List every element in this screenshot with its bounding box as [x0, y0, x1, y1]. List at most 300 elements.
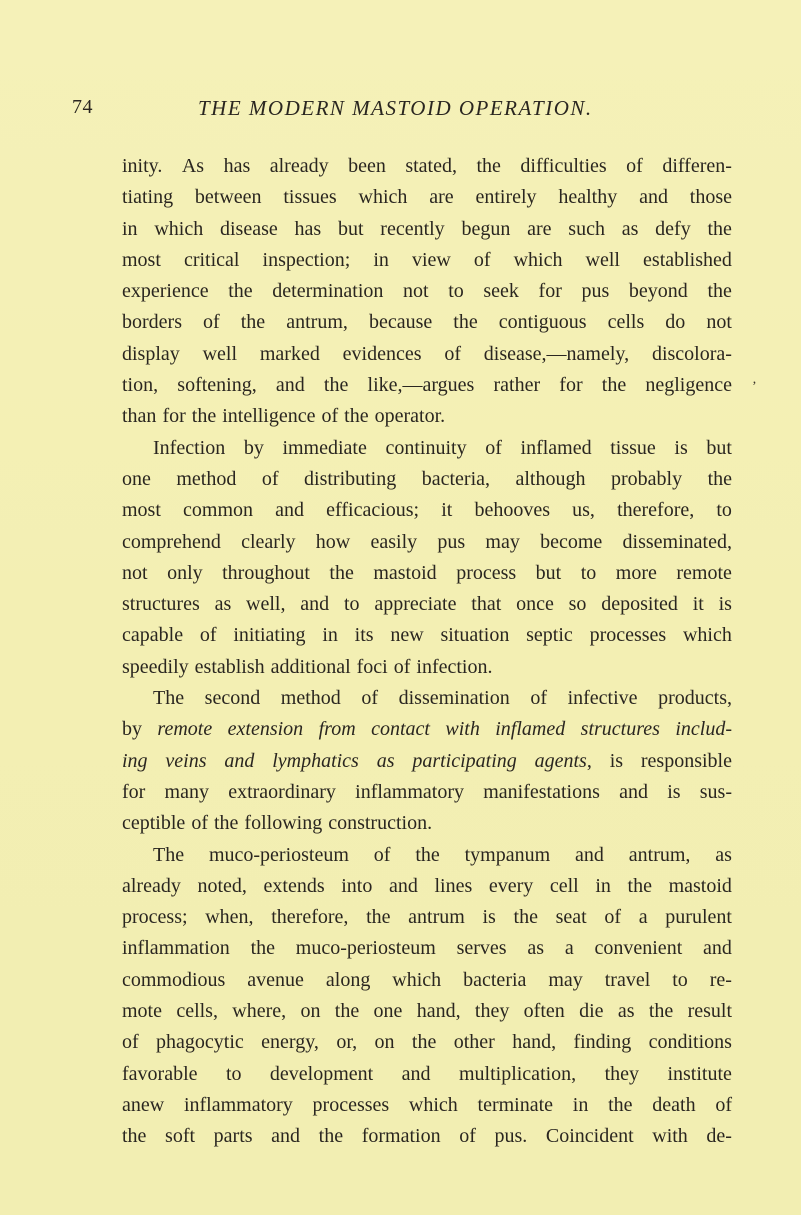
text-line [122, 214, 732, 245]
word: disease [219, 217, 278, 240]
word: inflamed [495, 718, 566, 741]
word: extends [263, 874, 325, 897]
word: but [706, 436, 732, 459]
word: on [300, 1000, 321, 1023]
word: soft [165, 1125, 196, 1148]
text-line [122, 746, 732, 777]
word: of [191, 812, 208, 835]
text-line [122, 527, 732, 558]
word: the [627, 874, 652, 897]
page-header [72, 96, 732, 126]
word: stated, [405, 155, 457, 177]
word: continuity [385, 436, 467, 459]
word: the [240, 311, 266, 334]
word: the [323, 374, 349, 397]
word: well [585, 248, 620, 271]
word: antrum, [286, 311, 348, 334]
word: it [441, 499, 453, 522]
word: the [453, 311, 478, 334]
word: which [408, 1093, 458, 1116]
word: of [473, 248, 491, 271]
word: terminate [477, 1093, 554, 1116]
word: to [580, 561, 597, 584]
word: its [354, 624, 374, 647]
word: which [358, 186, 408, 209]
text-line [122, 777, 732, 808]
word: is [482, 906, 496, 929]
text-line [122, 151, 732, 182]
word: following [244, 812, 323, 835]
word: with [652, 1125, 688, 1148]
word: from [318, 718, 356, 741]
body-text [122, 151, 732, 1153]
word: establish [194, 655, 265, 678]
word: tissues [283, 186, 337, 209]
word: borders [122, 311, 182, 334]
word: capable [122, 624, 184, 647]
word: negligence [645, 374, 732, 397]
word: behooves [474, 499, 551, 522]
text-line [122, 433, 732, 464]
word: for [538, 280, 562, 303]
word: those [689, 186, 732, 209]
text-line [122, 1090, 732, 1121]
word: between [194, 186, 262, 209]
word: hand, [512, 1031, 557, 1054]
word: hand, [416, 1000, 461, 1023]
word: pus [437, 530, 466, 553]
word: so [568, 593, 587, 616]
word: may [548, 968, 583, 991]
word: most [122, 248, 161, 271]
word: lines [434, 874, 473, 897]
word: softening, [177, 374, 257, 397]
word: extension [227, 718, 304, 741]
word: of [373, 843, 391, 866]
word: to [225, 1062, 242, 1085]
word: speedily [122, 655, 189, 678]
word: as [376, 749, 395, 772]
word: beyond [628, 280, 688, 303]
word: convenient [594, 937, 683, 960]
word: entirely [475, 186, 537, 209]
word: and [275, 374, 305, 397]
word: phagocytic [156, 1031, 244, 1054]
word: de- [706, 1125, 732, 1148]
text-line [122, 339, 732, 370]
word: of [485, 436, 502, 459]
word: pus. [494, 1125, 528, 1148]
word: agents, [534, 749, 592, 772]
text-line [122, 871, 732, 902]
word: the [648, 1000, 674, 1023]
word: of [444, 342, 461, 365]
word: the [122, 1125, 147, 1148]
page-number: 74 [72, 96, 93, 118]
word: mote [122, 1000, 162, 1023]
word: the [250, 937, 275, 960]
word: result [687, 1000, 732, 1023]
word: most [122, 499, 161, 522]
word: seat [555, 906, 587, 929]
word: disease,—namely, [483, 342, 630, 365]
word: and [639, 186, 668, 209]
word: are [527, 217, 552, 240]
stray-mark: ‚ [752, 372, 757, 387]
text-line [122, 620, 732, 651]
text-line [122, 996, 732, 1027]
word: common [183, 499, 254, 522]
word: differen- [662, 155, 732, 177]
word: as [617, 1000, 635, 1023]
word: efficacious; [326, 499, 420, 522]
word: commodious [122, 968, 226, 991]
word: begun [461, 217, 511, 240]
word: as [621, 217, 639, 240]
word: infective [567, 687, 638, 710]
word: in [373, 248, 389, 271]
word: death [652, 1093, 696, 1116]
word: than [122, 405, 157, 428]
word: distributing [304, 467, 397, 490]
word: for [162, 405, 186, 428]
word: of [604, 906, 622, 929]
word: initiating [233, 624, 306, 647]
word: cells [607, 311, 645, 334]
word: ing [122, 749, 148, 772]
text-line [122, 714, 732, 745]
word: re- [709, 968, 732, 991]
word: every [488, 874, 534, 897]
word: difficulties [520, 155, 607, 177]
word: as [527, 937, 545, 960]
word: how [315, 530, 351, 553]
word: into [341, 874, 373, 897]
text-line [122, 840, 732, 871]
word: display [122, 342, 180, 365]
word: Coincident [545, 1125, 634, 1148]
word: the [329, 561, 354, 584]
text-line [122, 933, 732, 964]
word: immediate [282, 436, 367, 459]
word: and [703, 937, 732, 960]
word: to [672, 968, 688, 991]
word: where, [232, 1000, 287, 1023]
word: disseminated, [622, 530, 732, 553]
word: probably [610, 467, 683, 490]
word: muco-periosteum [295, 937, 436, 960]
word: serves [456, 937, 507, 960]
word: and [275, 499, 305, 522]
word: manifestations [483, 780, 600, 803]
word: the [191, 405, 217, 428]
word: a [638, 906, 648, 929]
word: view [411, 248, 451, 271]
word: lymphatics [272, 749, 359, 772]
word: processes [589, 624, 667, 647]
word: on [374, 1031, 395, 1054]
word: dissemination [398, 687, 510, 710]
word: contiguous [498, 311, 587, 334]
word: not [706, 311, 732, 334]
text-line [122, 965, 732, 996]
word: seek [483, 280, 519, 303]
word: clearly [241, 530, 296, 553]
word: inflammatory [183, 1093, 293, 1116]
word: inflammatory [355, 780, 465, 803]
text-line [122, 902, 732, 933]
word: recently [380, 217, 445, 240]
word: pus [581, 280, 610, 303]
word: already [122, 874, 181, 897]
word: remote [157, 718, 213, 741]
word: and [401, 1062, 431, 1085]
word: once [516, 593, 554, 616]
word: products, [658, 687, 732, 710]
word: marked [259, 342, 320, 365]
word: favorable [122, 1062, 198, 1085]
word: cell [549, 874, 579, 897]
word: by [243, 436, 264, 459]
word: of [122, 1031, 139, 1054]
word: institute [667, 1062, 732, 1085]
word: sus- [699, 780, 732, 803]
word: a [564, 937, 574, 960]
word: is [609, 749, 624, 772]
word: formation [361, 1125, 441, 1148]
word: is [674, 436, 688, 459]
word: more [615, 561, 657, 584]
word: when, [205, 906, 254, 929]
text-line [122, 558, 732, 589]
word: the [601, 374, 627, 397]
word: parts [213, 1125, 253, 1148]
word: often [523, 1000, 565, 1023]
word: is [718, 593, 732, 616]
word: been [348, 155, 386, 177]
word: it [692, 593, 704, 616]
word: of [203, 311, 220, 334]
word: energy, [261, 1031, 319, 1054]
word: purulent [665, 906, 732, 929]
word: which [513, 248, 563, 271]
text-line [122, 683, 732, 714]
text-line [122, 808, 732, 839]
word: the [707, 280, 732, 303]
word: and [388, 874, 418, 897]
word: As [181, 155, 205, 177]
word: die [579, 1000, 604, 1023]
word: and [300, 593, 330, 616]
word: to [343, 593, 360, 616]
word: the [513, 906, 538, 929]
word: like,—argues [367, 374, 475, 397]
word: bacteria [463, 968, 527, 991]
word: become [540, 530, 603, 553]
word: finding [573, 1031, 632, 1054]
word: of [626, 155, 643, 177]
text-line [122, 1027, 732, 1058]
word: experience [122, 280, 209, 303]
word: includ- [675, 718, 732, 741]
word: extraordinary [228, 780, 336, 803]
word: and [575, 843, 604, 866]
word: tympanum [464, 843, 551, 866]
word: tiating [122, 186, 174, 209]
word: operator. [374, 405, 446, 428]
word: the [415, 843, 440, 866]
word: ceptible [122, 812, 186, 835]
word: of [459, 1125, 476, 1148]
word: situation [440, 624, 510, 647]
word: as [214, 593, 232, 616]
word: may [485, 530, 520, 553]
word: already [269, 155, 329, 177]
word: one [122, 467, 151, 490]
word: but [535, 561, 562, 584]
word: established [643, 248, 732, 271]
text-line [122, 1059, 732, 1090]
word: bacteria, [421, 467, 491, 490]
word: the [707, 467, 732, 490]
word: many [164, 780, 209, 803]
word: mastoid [373, 561, 437, 584]
word: us, [572, 499, 595, 522]
word: The [153, 687, 185, 710]
word: appreciate [374, 593, 457, 616]
word: construction. [328, 812, 433, 835]
text-line [122, 370, 732, 401]
word: for [122, 780, 146, 803]
word: has [223, 155, 251, 177]
word: veins [165, 749, 207, 772]
word: foci [356, 655, 388, 678]
word: other [453, 1031, 495, 1054]
word: they [604, 1062, 640, 1085]
word: are [429, 186, 454, 209]
word: but [337, 217, 364, 240]
word: the [608, 1093, 633, 1116]
word: easily [370, 530, 418, 553]
word: evidences [342, 342, 422, 365]
word: the [411, 1031, 437, 1054]
word: cells, [176, 1000, 218, 1023]
word: inspection; [262, 248, 351, 271]
word: defy [655, 217, 691, 240]
word: well [202, 342, 238, 365]
running-title: THE MODERN MASTOID OPERATION. [198, 96, 593, 120]
word: in [322, 624, 338, 647]
word: process; [122, 906, 188, 929]
word: tion, [122, 374, 159, 397]
word: the [228, 280, 253, 303]
word: infection. [416, 655, 493, 678]
word: with [445, 718, 480, 741]
word: the [318, 1125, 344, 1148]
word: therefore, [617, 499, 695, 522]
word: process [456, 561, 517, 584]
text-line [122, 182, 732, 213]
text-line [122, 495, 732, 526]
word: processes [312, 1093, 390, 1116]
word: healthy [558, 186, 618, 209]
word: of [361, 687, 379, 710]
word: of [715, 1093, 732, 1116]
word: in [572, 1093, 589, 1116]
word: structures [580, 718, 660, 741]
word: in [122, 217, 138, 240]
word: because [368, 311, 433, 334]
word: of [199, 624, 217, 647]
word: intelligence [222, 405, 316, 428]
text-line [122, 652, 732, 683]
word: inflamed [520, 436, 592, 459]
word: of [393, 655, 411, 678]
word: by [122, 718, 142, 741]
text-line [122, 464, 732, 495]
word: in [595, 874, 611, 897]
word: avenue [247, 968, 304, 991]
word: only [167, 561, 203, 584]
word: has [294, 217, 322, 240]
word: contact [371, 718, 430, 741]
word: therefore, [271, 906, 349, 929]
word: to [448, 280, 464, 303]
word: responsible [640, 749, 732, 772]
word: antrum, [628, 843, 691, 866]
word: do [665, 311, 686, 334]
text-line [122, 307, 732, 338]
word: method [176, 467, 237, 490]
word: and [224, 749, 255, 772]
word: second [204, 687, 261, 710]
word: of [261, 467, 279, 490]
word: development [269, 1062, 374, 1085]
word: determination [272, 280, 384, 303]
word: the [334, 1000, 360, 1023]
word: as [715, 843, 732, 866]
word: although [515, 467, 586, 490]
text-line [122, 1121, 732, 1152]
word: deposited [601, 593, 678, 616]
word: they [474, 1000, 510, 1023]
word: for [559, 374, 583, 397]
word: multiplication, [458, 1062, 577, 1085]
word: tissue [610, 436, 656, 459]
word: additional [270, 655, 351, 678]
text-line [122, 245, 732, 276]
word: of [321, 405, 339, 428]
word: or, [336, 1031, 358, 1054]
word: remote [676, 561, 732, 584]
word: which [154, 217, 204, 240]
word: inflammation [122, 937, 230, 960]
word: to [716, 499, 732, 522]
word: structures [122, 593, 200, 616]
word: which [392, 968, 442, 991]
word: the [476, 155, 501, 177]
word: and [271, 1125, 301, 1148]
word: discolora- [651, 342, 732, 365]
word: conditions [648, 1031, 732, 1054]
word: The [153, 843, 185, 866]
text-line [122, 589, 732, 620]
word: antrum [408, 906, 465, 929]
word: critical [183, 248, 240, 271]
word: Infection [153, 436, 226, 459]
word: along [325, 968, 371, 991]
word: travel [604, 968, 651, 991]
